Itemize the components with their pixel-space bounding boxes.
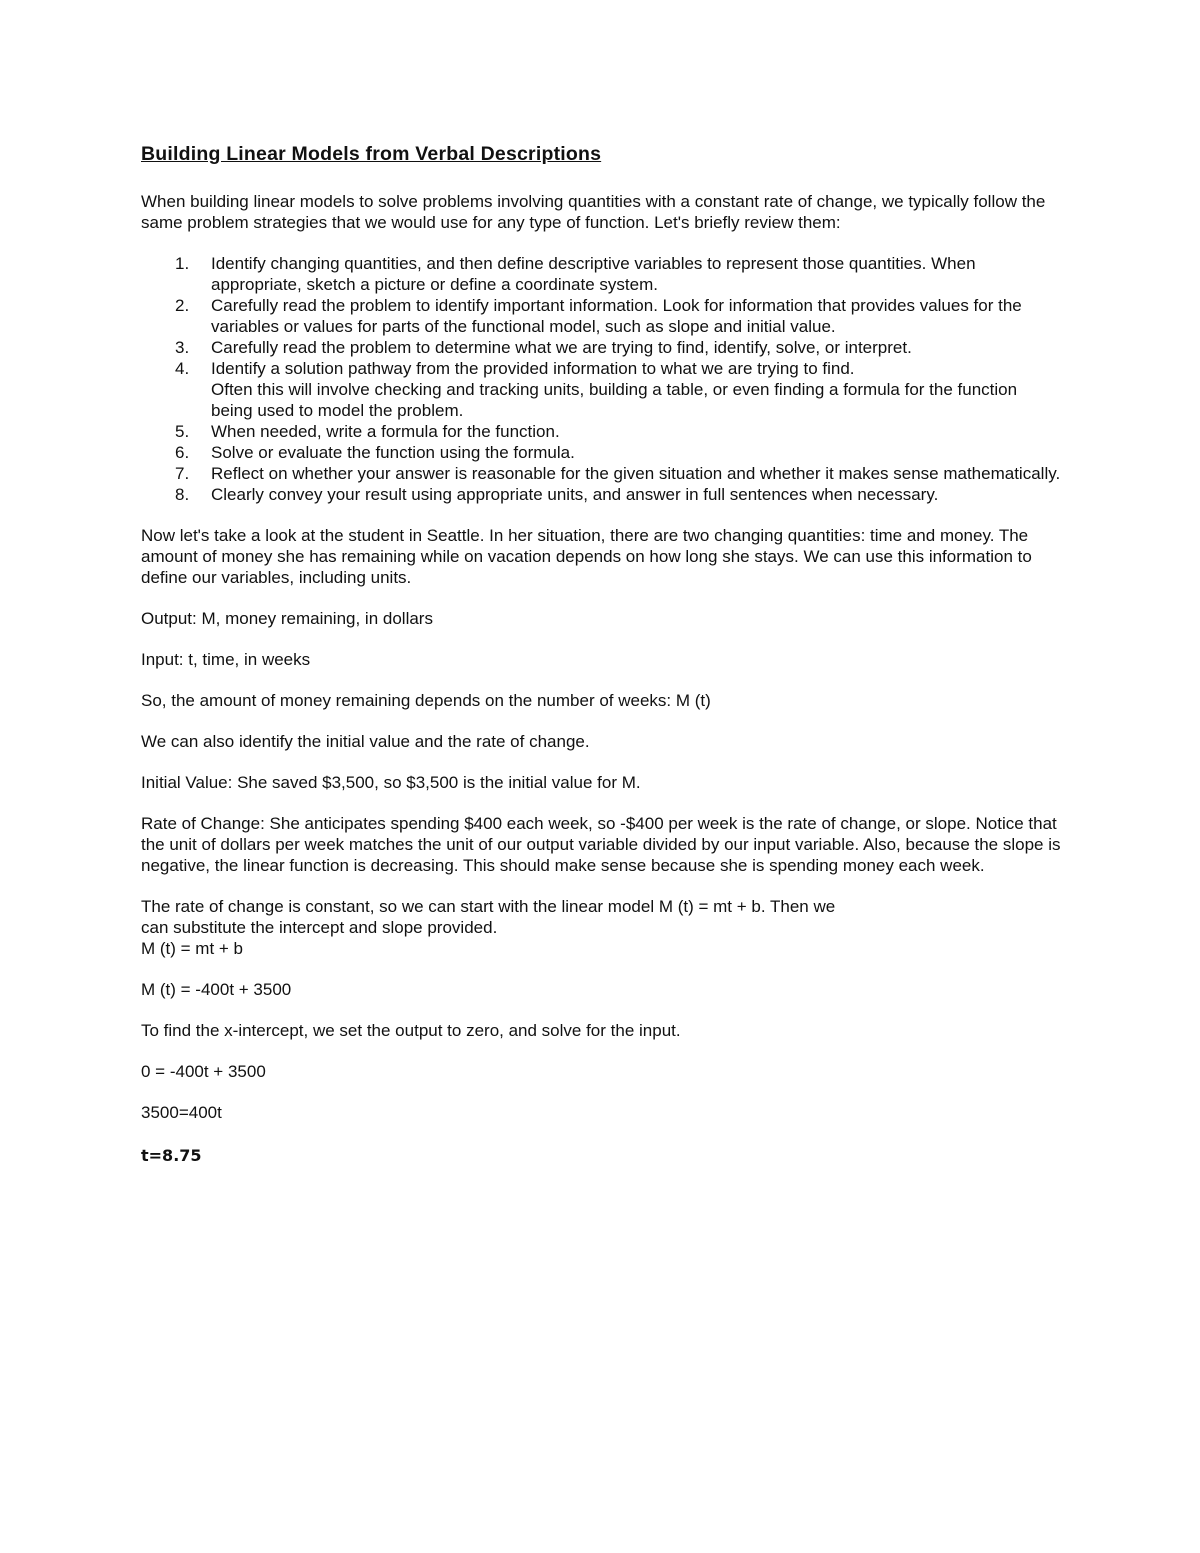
document-title: Building Linear Models from Verbal Descriptions xyxy=(141,143,602,165)
step-number: 2. xyxy=(175,296,190,315)
dependency-statement: So, the amount of money remaining depends on the number of weeks: M (t) xyxy=(141,691,711,710)
list-item xyxy=(141,337,1061,358)
substitute-line: can substitute the intercept and slope provided. xyxy=(141,918,498,937)
equation-step-2: 3500=400t xyxy=(141,1103,222,1122)
list-item xyxy=(141,295,1061,337)
list-item xyxy=(141,253,1061,295)
rate-of-change-paragraph: Rate of Change: She anticipates spending $400 each week, so -$400 per week is the rate of change, or slope. Notice that the unit of dollars per week matches the unit of our output variable divided by our input variable. Also, because the slope is negative, the linear function is decreasing. This should make sense because she is spending money each week. xyxy=(141,814,1061,875)
document-page xyxy=(141,140,1061,1166)
equation-step-1: 0 = -400t + 3500 xyxy=(141,1062,266,1081)
linear-model-block xyxy=(141,896,1061,959)
step-text: Reflect on whether your answer is reasonable for the given situation and whether it makes sense mathematically. xyxy=(211,464,1061,483)
step-text: Carefully read the problem to identify important information. Look for information that provides values for the variables or values for parts of the functional model, such as slope and initial value. xyxy=(211,296,1022,336)
step-extra-text: Often this will involve checking and tracking units, building a table, or even finding a formula for the function being used to model the problem. xyxy=(211,380,1018,420)
final-answer: t=8.75 xyxy=(141,1146,202,1165)
step-text: When needed, write a formula for the function. xyxy=(211,422,560,441)
list-item xyxy=(141,463,1061,484)
seattle-paragraph: Now let's take a look at the student in Seattle. In her situation, there are two changing quantities: time and money. The amount of money she has remaining while on vacation depends on how long she stays. We can use this information to define our variables, including units. xyxy=(141,526,1032,587)
step-number: 8. xyxy=(175,485,190,504)
step-number: 6. xyxy=(175,443,190,462)
step-text: Clearly convey your result using appropriate units, and answer in full sentences when necessary. xyxy=(211,485,939,504)
list-item xyxy=(141,358,1061,421)
list-item xyxy=(141,421,1061,442)
step-number: 3. xyxy=(175,338,190,357)
constant-rate-line: The rate of change is constant, so we can start with the linear model M (t) = mt + b. Then we xyxy=(141,897,836,916)
step-number: 7. xyxy=(175,464,190,483)
specific-formula: M (t) = -400t + 3500 xyxy=(141,980,292,999)
step-text: Solve or evaluate the function using the formula. xyxy=(211,443,575,462)
initial-value-statement: Initial Value: She saved $3,500, so $3,500 is the initial value for M. xyxy=(141,773,641,792)
output-variable: Output: M, money remaining, in dollars xyxy=(141,609,433,628)
intro-paragraph: When building linear models to solve problems involving quantities with a constant rate of change, we typically follow the same problem strategies that we would use for any type of function. Let's briefly review them: xyxy=(141,192,1046,232)
step-number: 1. xyxy=(175,254,190,273)
list-item xyxy=(141,484,1061,505)
step-number: 4. xyxy=(175,359,190,378)
step-number: 5. xyxy=(175,422,190,441)
general-formula: M (t) = mt + b xyxy=(141,939,244,958)
list-item xyxy=(141,442,1061,463)
step-text: Carefully read the problem to determine what we are trying to find, identify, solve, or interpret. xyxy=(211,338,912,357)
input-variable: Input: t, time, in weeks xyxy=(141,650,311,669)
step-text: Identify a solution pathway from the provided information to what we are trying to find. xyxy=(211,359,855,378)
identify-statement: We can also identify the initial value and the rate of change. xyxy=(141,732,590,751)
step-text: Identify changing quantities, and then define descriptive variables to represent those quantities. When appropriate, sketch a picture or define a coordinate system. xyxy=(211,254,976,294)
strategy-steps-list xyxy=(141,253,1061,505)
x-intercept-statement: To find the x-intercept, we set the output to zero, and solve for the input. xyxy=(141,1021,681,1040)
